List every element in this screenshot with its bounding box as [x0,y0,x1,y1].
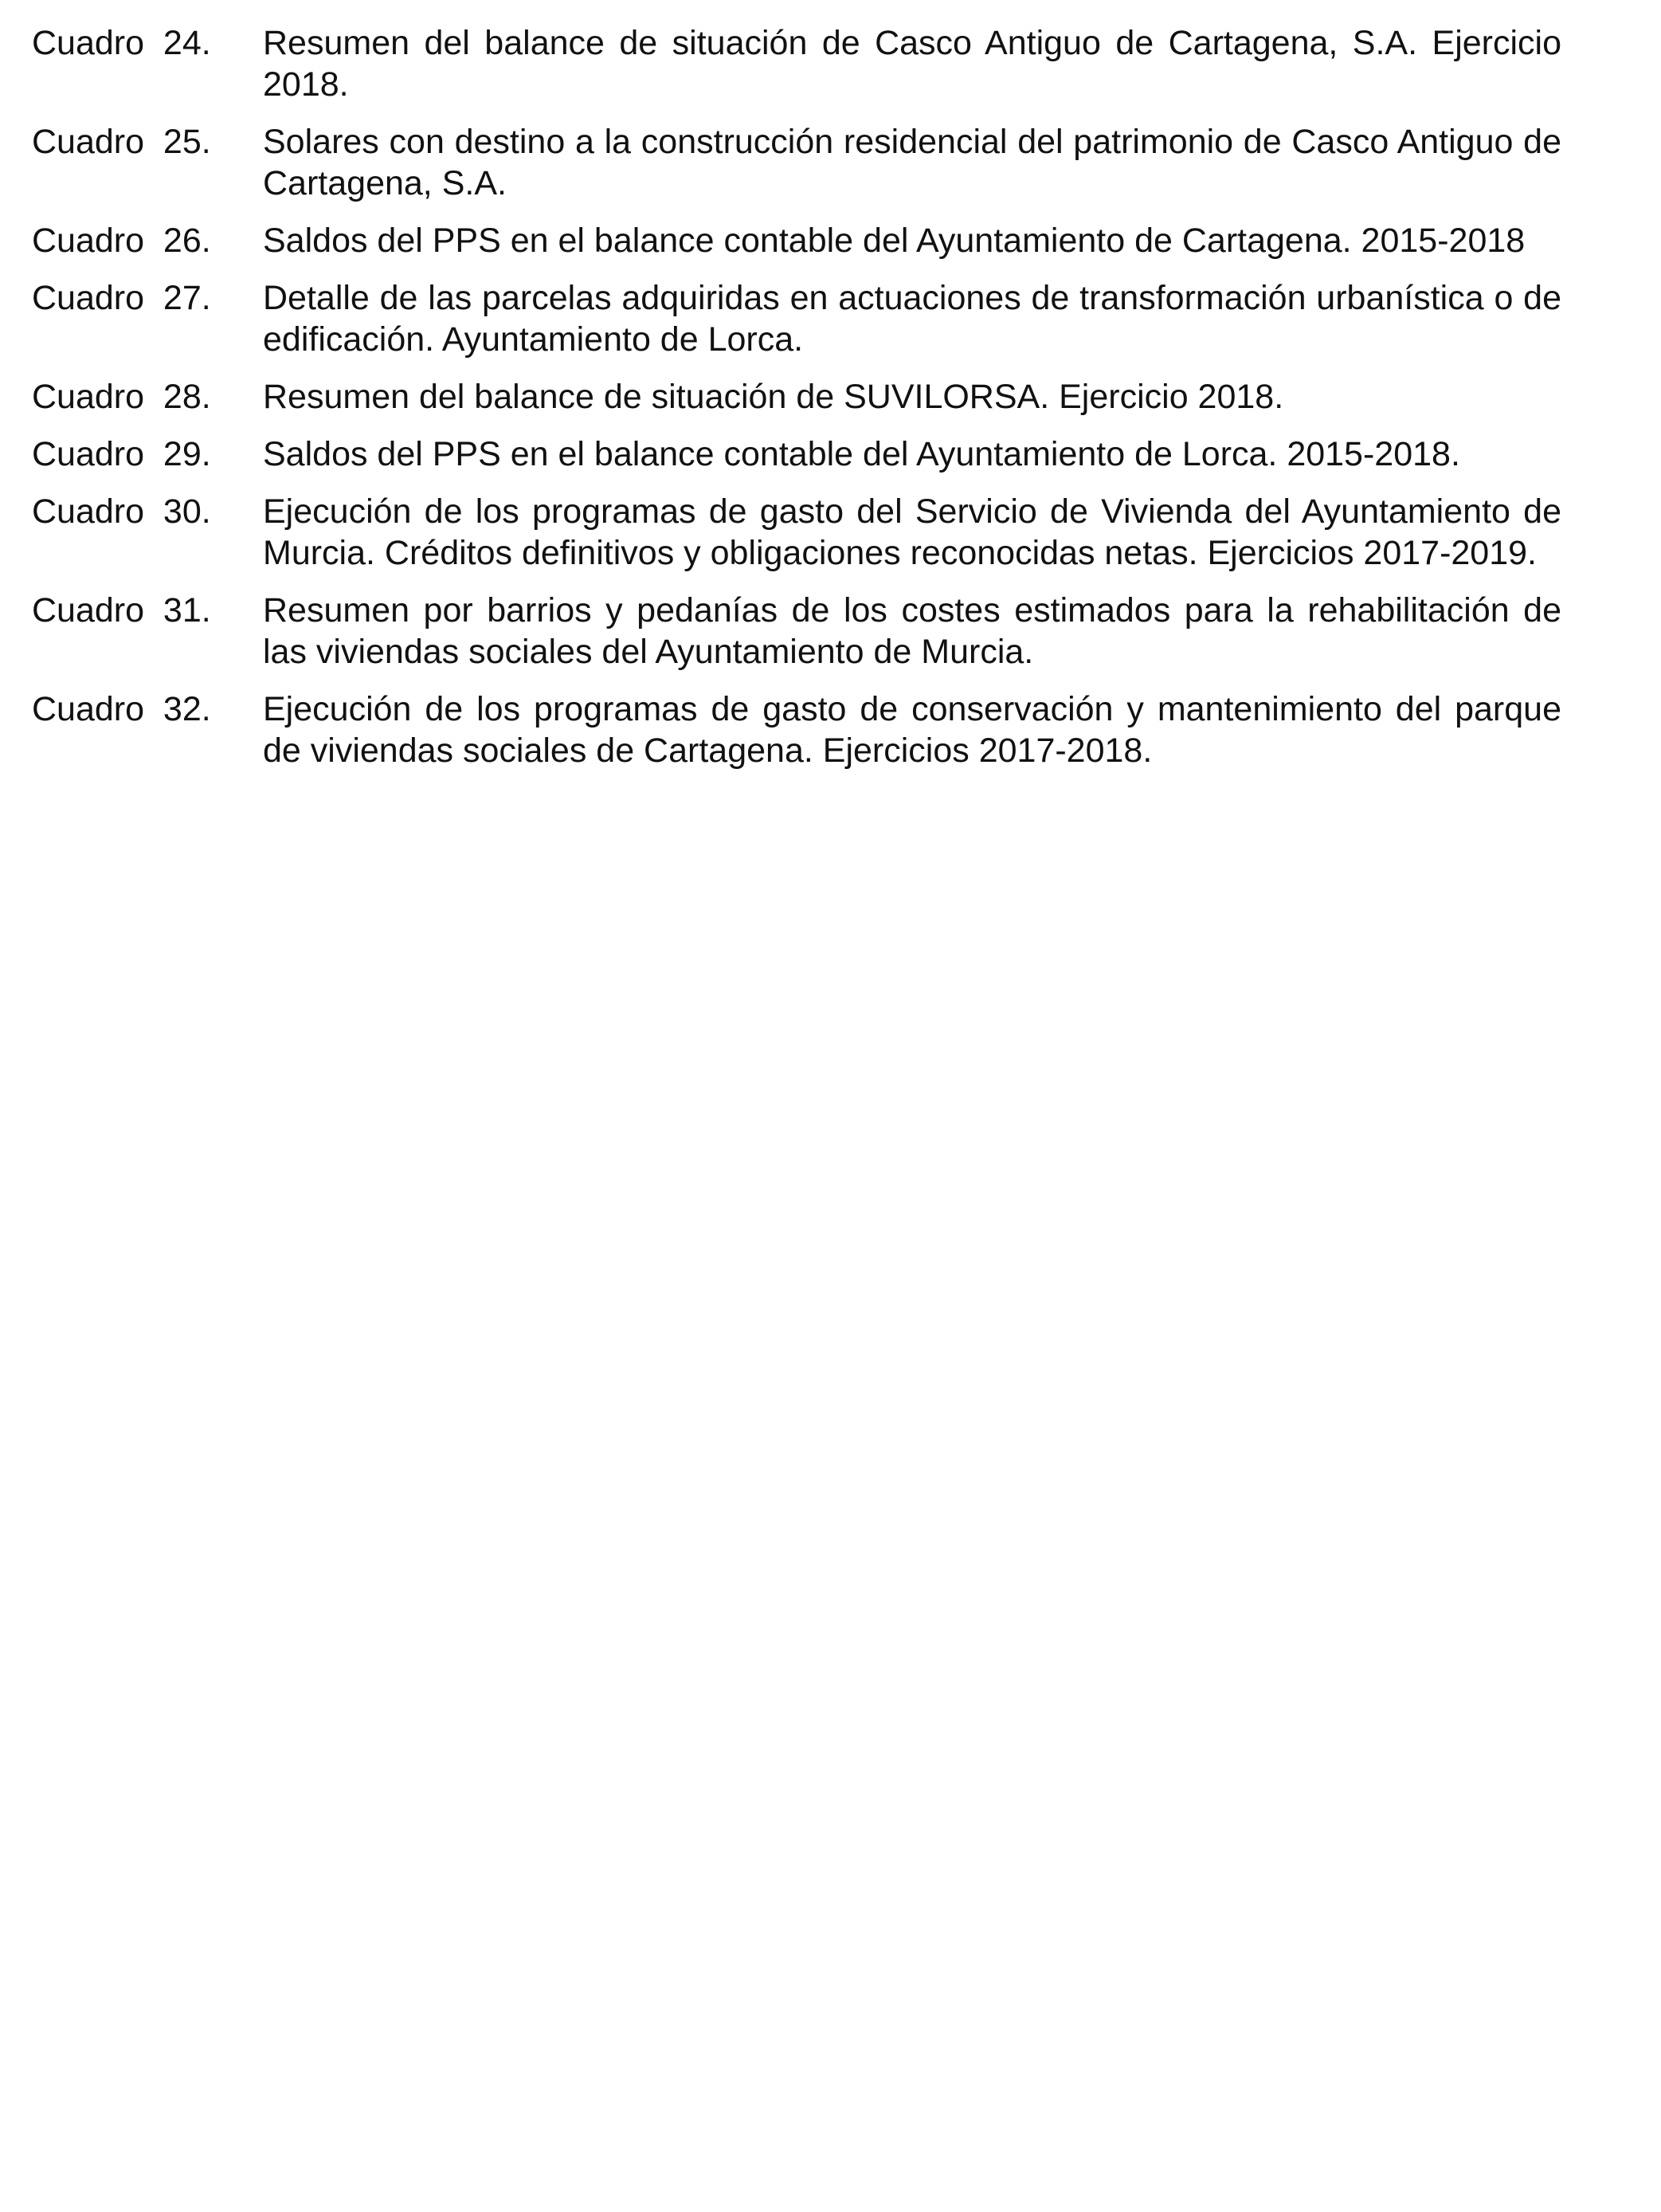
toc-entry-title: Saldos del PPS en el balance contable del Ayuntamiento de Cartagena. 2015-2018 [263,222,1526,260]
toc-entry-title: Ejecución de los programas de gasto del Servicio de Vivienda del Ayuntamiento de Murcia. Créditos definitivos y obligaciones reconocidas netas. Ejercicios 2017-2019. [263,492,1561,572]
toc-entry-title: Solares con destino a la construcción residencial del patrimonio de Casco Antiguo de Cartagena, S.A. [263,123,1561,202]
toc-entry-title: Saldos del PPS en el balance contable del Ayuntamiento de Lorca. 2015-2018. [263,435,1460,473]
toc-entry-title: Detalle de las parcelas adquiridas en actuaciones de transformación urbanística o de edificación. Ayuntamiento de Lorca. [263,279,1561,359]
table-of-contents-list [32,22,1561,771]
toc-entry-title: Resumen del balance de situación de SUVILORSA. Ejercicio 2018. [263,378,1284,416]
toc-entry-cuadro-32[interactable] [32,688,1561,771]
toc-entry-label: Cuadro 28. [32,378,211,416]
toc-entry-cuadro-26[interactable] [32,220,1561,261]
toc-entry-label: Cuadro 26. [32,222,211,260]
toc-entry-cuadro-25[interactable] [32,121,1561,204]
toc-entry-title: Resumen del balance de situación de Casco Antiguo de Cartagena, S.A. Ejercicio 2018. [263,24,1561,104]
toc-entry-label: Cuadro 31. [32,591,211,629]
toc-entry-cuadro-29[interactable] [32,433,1561,475]
toc-entry-label: Cuadro 29. [32,435,211,473]
toc-entry-cuadro-30[interactable] [32,491,1561,574]
toc-entry-title: Ejecución de los programas de gasto de conservación y mantenimiento del parque de viviendas sociales de Cartagena. Ejercicios 2017-2018. [263,690,1561,770]
toc-entry-title: Resumen por barrios y pedanías de los costes estimados para la rehabilitación de las viviendas sociales del Ayuntamiento de Murcia. [263,591,1561,671]
toc-entry-cuadro-31[interactable] [32,590,1561,673]
toc-entry-label: Cuadro 30. [32,492,211,531]
toc-entry-label: Cuadro 27. [32,279,211,317]
toc-entry-cuadro-24[interactable] [32,22,1561,105]
toc-entry-label: Cuadro 32. [32,690,211,728]
toc-entry-label: Cuadro 25. [32,123,211,161]
toc-entry-cuadro-28[interactable] [32,376,1561,418]
toc-entry-label: Cuadro 24. [32,24,211,62]
toc-entry-cuadro-27[interactable] [32,277,1561,360]
